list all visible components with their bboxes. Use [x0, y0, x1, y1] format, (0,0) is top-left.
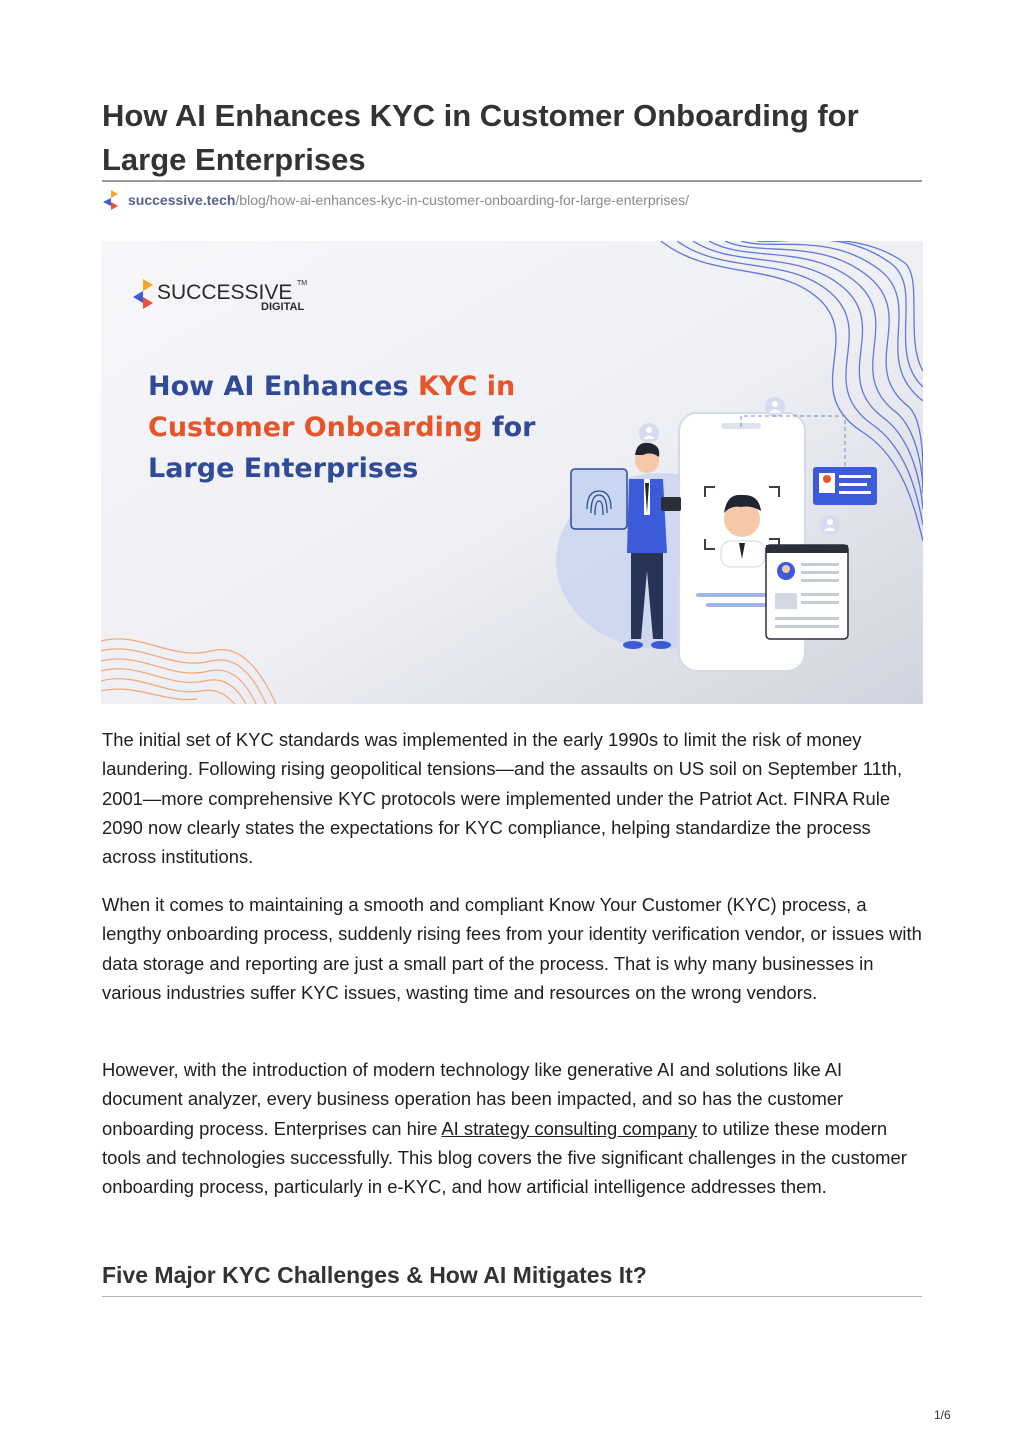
headline-line-2: Customer Onboarding for — [148, 412, 536, 443]
source-domain[interactable]: successive.tech — [128, 192, 236, 208]
section-divider — [102, 1296, 922, 1297]
ai-paragraph-start: However, with the introduction of modern technology like generative AI and solutions like AI document analyzer, every business operation has been impacted, and so has the customer onboarding process. Enterprises can hire — [102, 1059, 844, 1139]
ai-strategy-consulting-link[interactable]: AI strategy consulting company — [441, 1117, 697, 1139]
source-path[interactable]: /blog/how-ai-enhances-kyc-in-customer-onboarding-for-large-enterprises/ — [235, 192, 690, 208]
ai-paragraph-end: to utilize these modern tools and technologies successfully. This blog covers the five significant challenges in the customer onboarding process, particularly in e-KYC, and how artificial intelligence addresses them. — [102, 1117, 907, 1198]
source-url[interactable] — [102, 189, 689, 211]
challenges-paragraph: When it comes to maintaining a smooth and compliant Know Your Customer (KYC) process, a lengthy onboarding process, suddenly rising fees from your identity verification vendor, or issues with data storage and reporting are just a small part of the process. That is why many businesses in various industries suffer KYC issues, wasting time and resources on the wrong vendors. — [102, 894, 922, 1003]
logo-trademark: TM — [297, 280, 308, 287]
article-title: How AI Enhances KYC in Customer Onboarding for Large Enterprises — [102, 98, 859, 177]
section-heading: Five Major KYC Challenges & How AI Mitigates It? — [102, 1262, 647, 1288]
title-divider — [102, 180, 922, 182]
headline-line-3: Large Enterprises — [148, 453, 419, 484]
profile-document-icon — [766, 545, 848, 639]
id-card-icon — [813, 467, 877, 505]
intro-paragraph: The initial set of KYC standards was implemented in the early 1990s to limit the risk of money laundering. Following rising geopolitical tensions—and the assaults on US soil on September 11th, 2001—more comprehensive KYC protocols were implemented under the Patriot Act. FINRA Rule 2090 now clearly states the expectations for KYC compliance, helping standardize the process across institutions. — [102, 729, 903, 868]
headline-line-1: How AI Enhances KYC in — [148, 371, 516, 402]
hero-banner-image — [101, 241, 923, 704]
ai-paragraph — [102, 1055, 924, 1201]
page-number: 1/6 — [934, 1408, 951, 1422]
logo-sub-brand: DIGITAL — [261, 301, 305, 313]
successive-logo-icon — [102, 189, 120, 211]
logo-brand-name: SUCCESSIVE — [157, 281, 293, 304]
